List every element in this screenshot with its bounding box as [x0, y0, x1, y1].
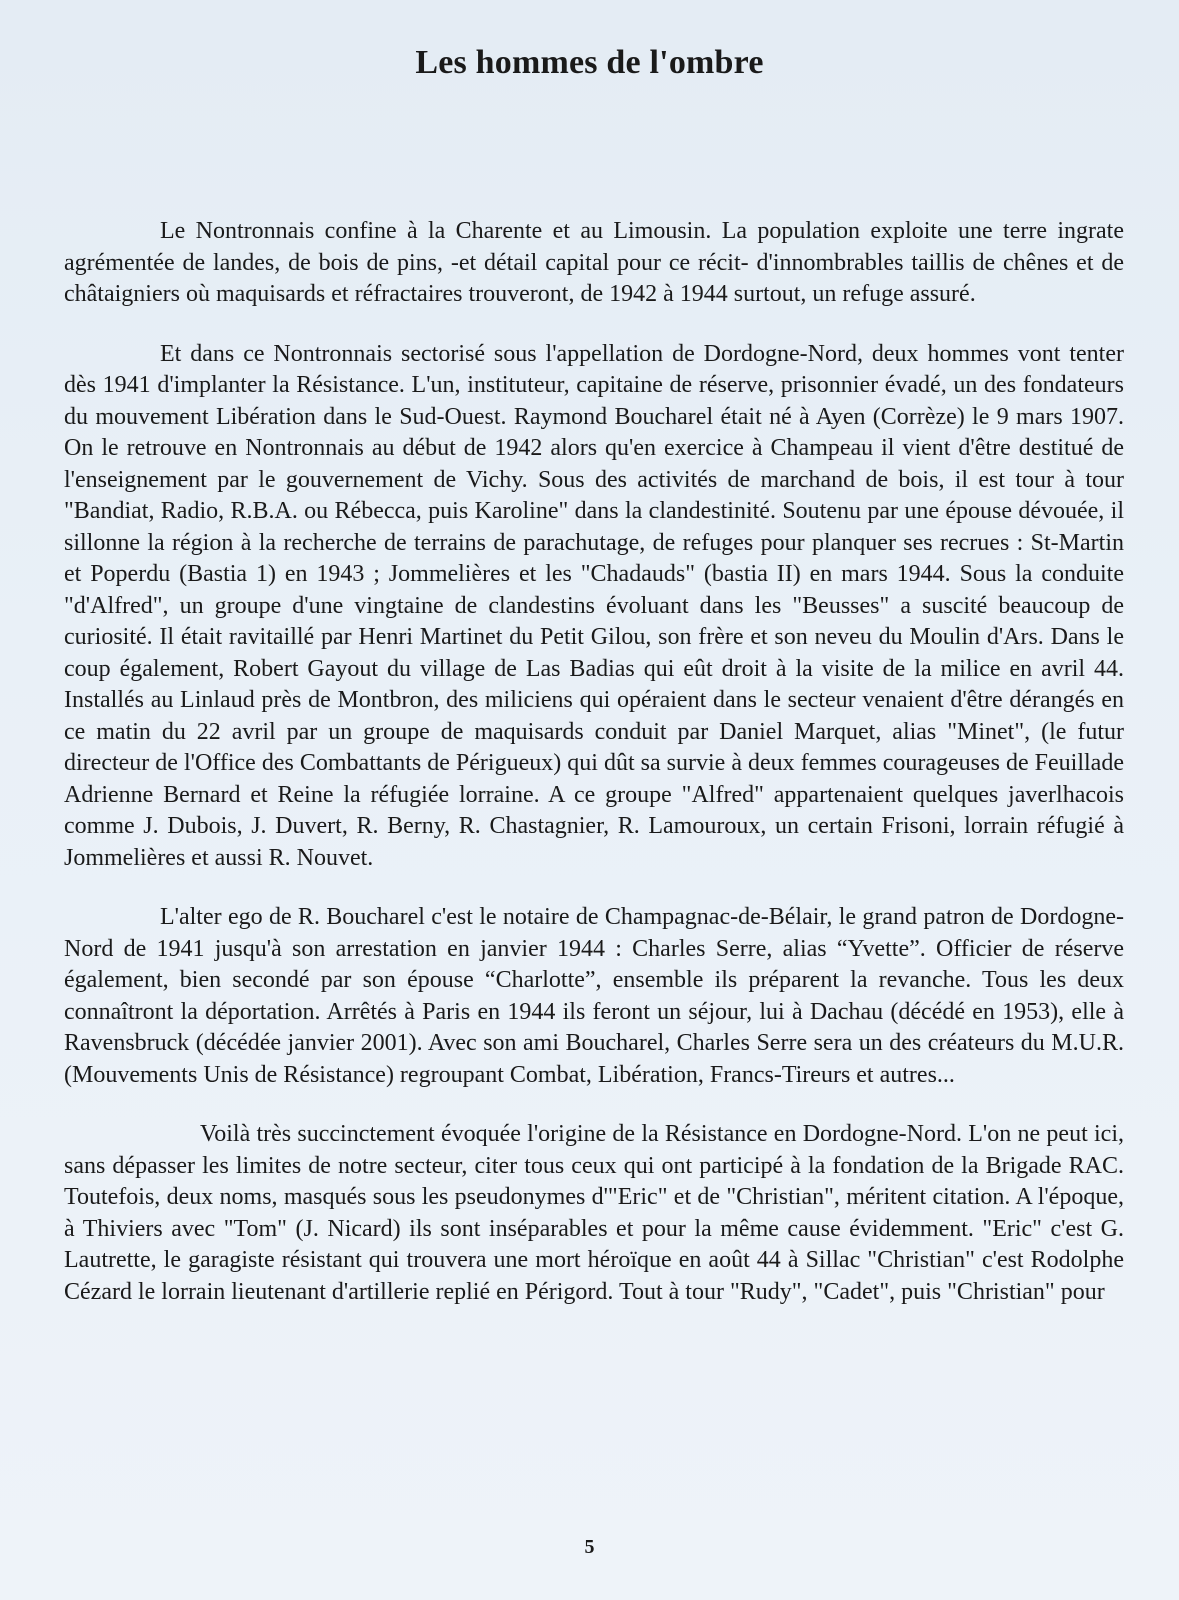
page-title: Les hommes de l'ombre: [415, 44, 764, 81]
body-text: [64, 216, 1124, 1336]
paragraph-3: L'alter ego de R. Boucharel c'est le notaire de Champagnac-de-Bélair, le grand patron de Dordogne-Nord de 1941 jusqu'à son arrestation en janvier 1944 : Charles Serre, alias “Yvette”. Officier de réserve également, bien secondé par son épouse “Charlotte”, ensemble ils préparent la revanche. Tous les deux connaîtront la déportation. Arrêtés à Paris en 1944 ils feront un séjour, lui à Dachau (décédé en 1953), elle à Ravensbruck (décédée janvier 2001). Avec son ami Boucharel, Charles Serre sera un des créateurs du M.U.R. (Mouvements Unis de Résistance) regroupant Combat, Libération, Francs-Tireurs et autres...: [64, 904, 1124, 1088]
page-number: 5: [584, 1536, 595, 1558]
paragraph-1: Le Nontronnais confine à la Charente et au Limousin. La population exploite une terre ingrate agrémentée de landes, de bois de pins, -et détail capital pour ce récit- d'innombrables taillis de chênes et de châtaigniers où maquisards et réfractaires trouveront, de 1942 à 1944 surtout, un refuge assuré.: [64, 218, 1124, 307]
paragraph-2: Et dans ce Nontronnais sectorisé sous l'appellation de Dordogne-Nord, deux hommes vont tenter dès 1941 d'implanter la Résistance. L'un, instituteur, capitaine de réserve, prisonnier évadé, un des fondateurs du mouvement Libération dans le Sud-Ouest. Raymond Boucharel était né à Ayen (Corrèze) le 9 mars 1907. On le retrouve en Nontronnais au début de 1942 alors qu'en exercice à Champeau il vient d'être destitué de l'enseignement par le gouvernement de Vichy. Sous des activités de marchand de bois, il est tour à tour "Bandiat, Radio, R.B.A. ou Rébecca, puis Karoline" dans la clandestinité. Soutenu par une épouse dévouée, il sillonne la région à la recherche de terrains de parachutage, de refuges pour planquer ses recrues : St-Martin et Poperdu (Bastia 1) en 1943 ; Jommelières et les "Chadauds" (bastia II) en mars 1944. Sous la conduite "d'Alfred", un groupe d'une vingtaine de clandestins évoluant dans les "Beusses" a suscité beaucoup de curiosité. Il était ravitaillé par Henri Martinet du Petit Gilou, son frère et son neveu du Moulin d'Ars. Dans le coup également, Robert Gayout du village de Las Badias qui eût droit à la visite de la milice en avril 44. Installés au Linlaud près de Montbron, des miliciens qui opéraient dans le secteur venaient d'être dérangés en ce matin du 22 avril par un groupe de maquisards conduit par Daniel Marquet, alias "Minet", (le futur directeur de l'Office des Combattants de Périgueux) qui dût sa survie à deux femmes courageuses de Feuillade Adrienne Bernard et Reine la réfugiée lorraine. A ce groupe "Alfred" appartenaient quelques javerlhacois comme J. Dubois, J. Duvert, R. Berny, R. Chastagnier, R. Lamouroux, un certain Frisoni, lorrain réfugié à Jommelières et aussi R. Nouvet.: [64, 340, 1124, 871]
paragraph-4: Voilà très succinctement évoquée l'origine de la Résistance en Dordogne-Nord. L'on ne peut ici, sans dépasser les limites de notre secteur, citer tous ceux qui ont participé à la fondation de la Brigade RAC. Toutefois, deux noms, masqués sous les pseudonymes d'"Eric" et de "Christian", méritent citation. A l'époque, à Thiviers avec "Tom" (J. Nicard) ils sont inséparables et pour la même cause évidemment. "Eric" c'est G. Lautrette, le garagiste résistant qui trouvera une mort héroïque en août 44 à Sillac "Christian" c'est Rodolphe Cézard le lorrain lieutenant d'artillerie replié en Périgord. Tout à tour "Rudy", "Cadet", puis "Christian" pour: [64, 1121, 1124, 1305]
